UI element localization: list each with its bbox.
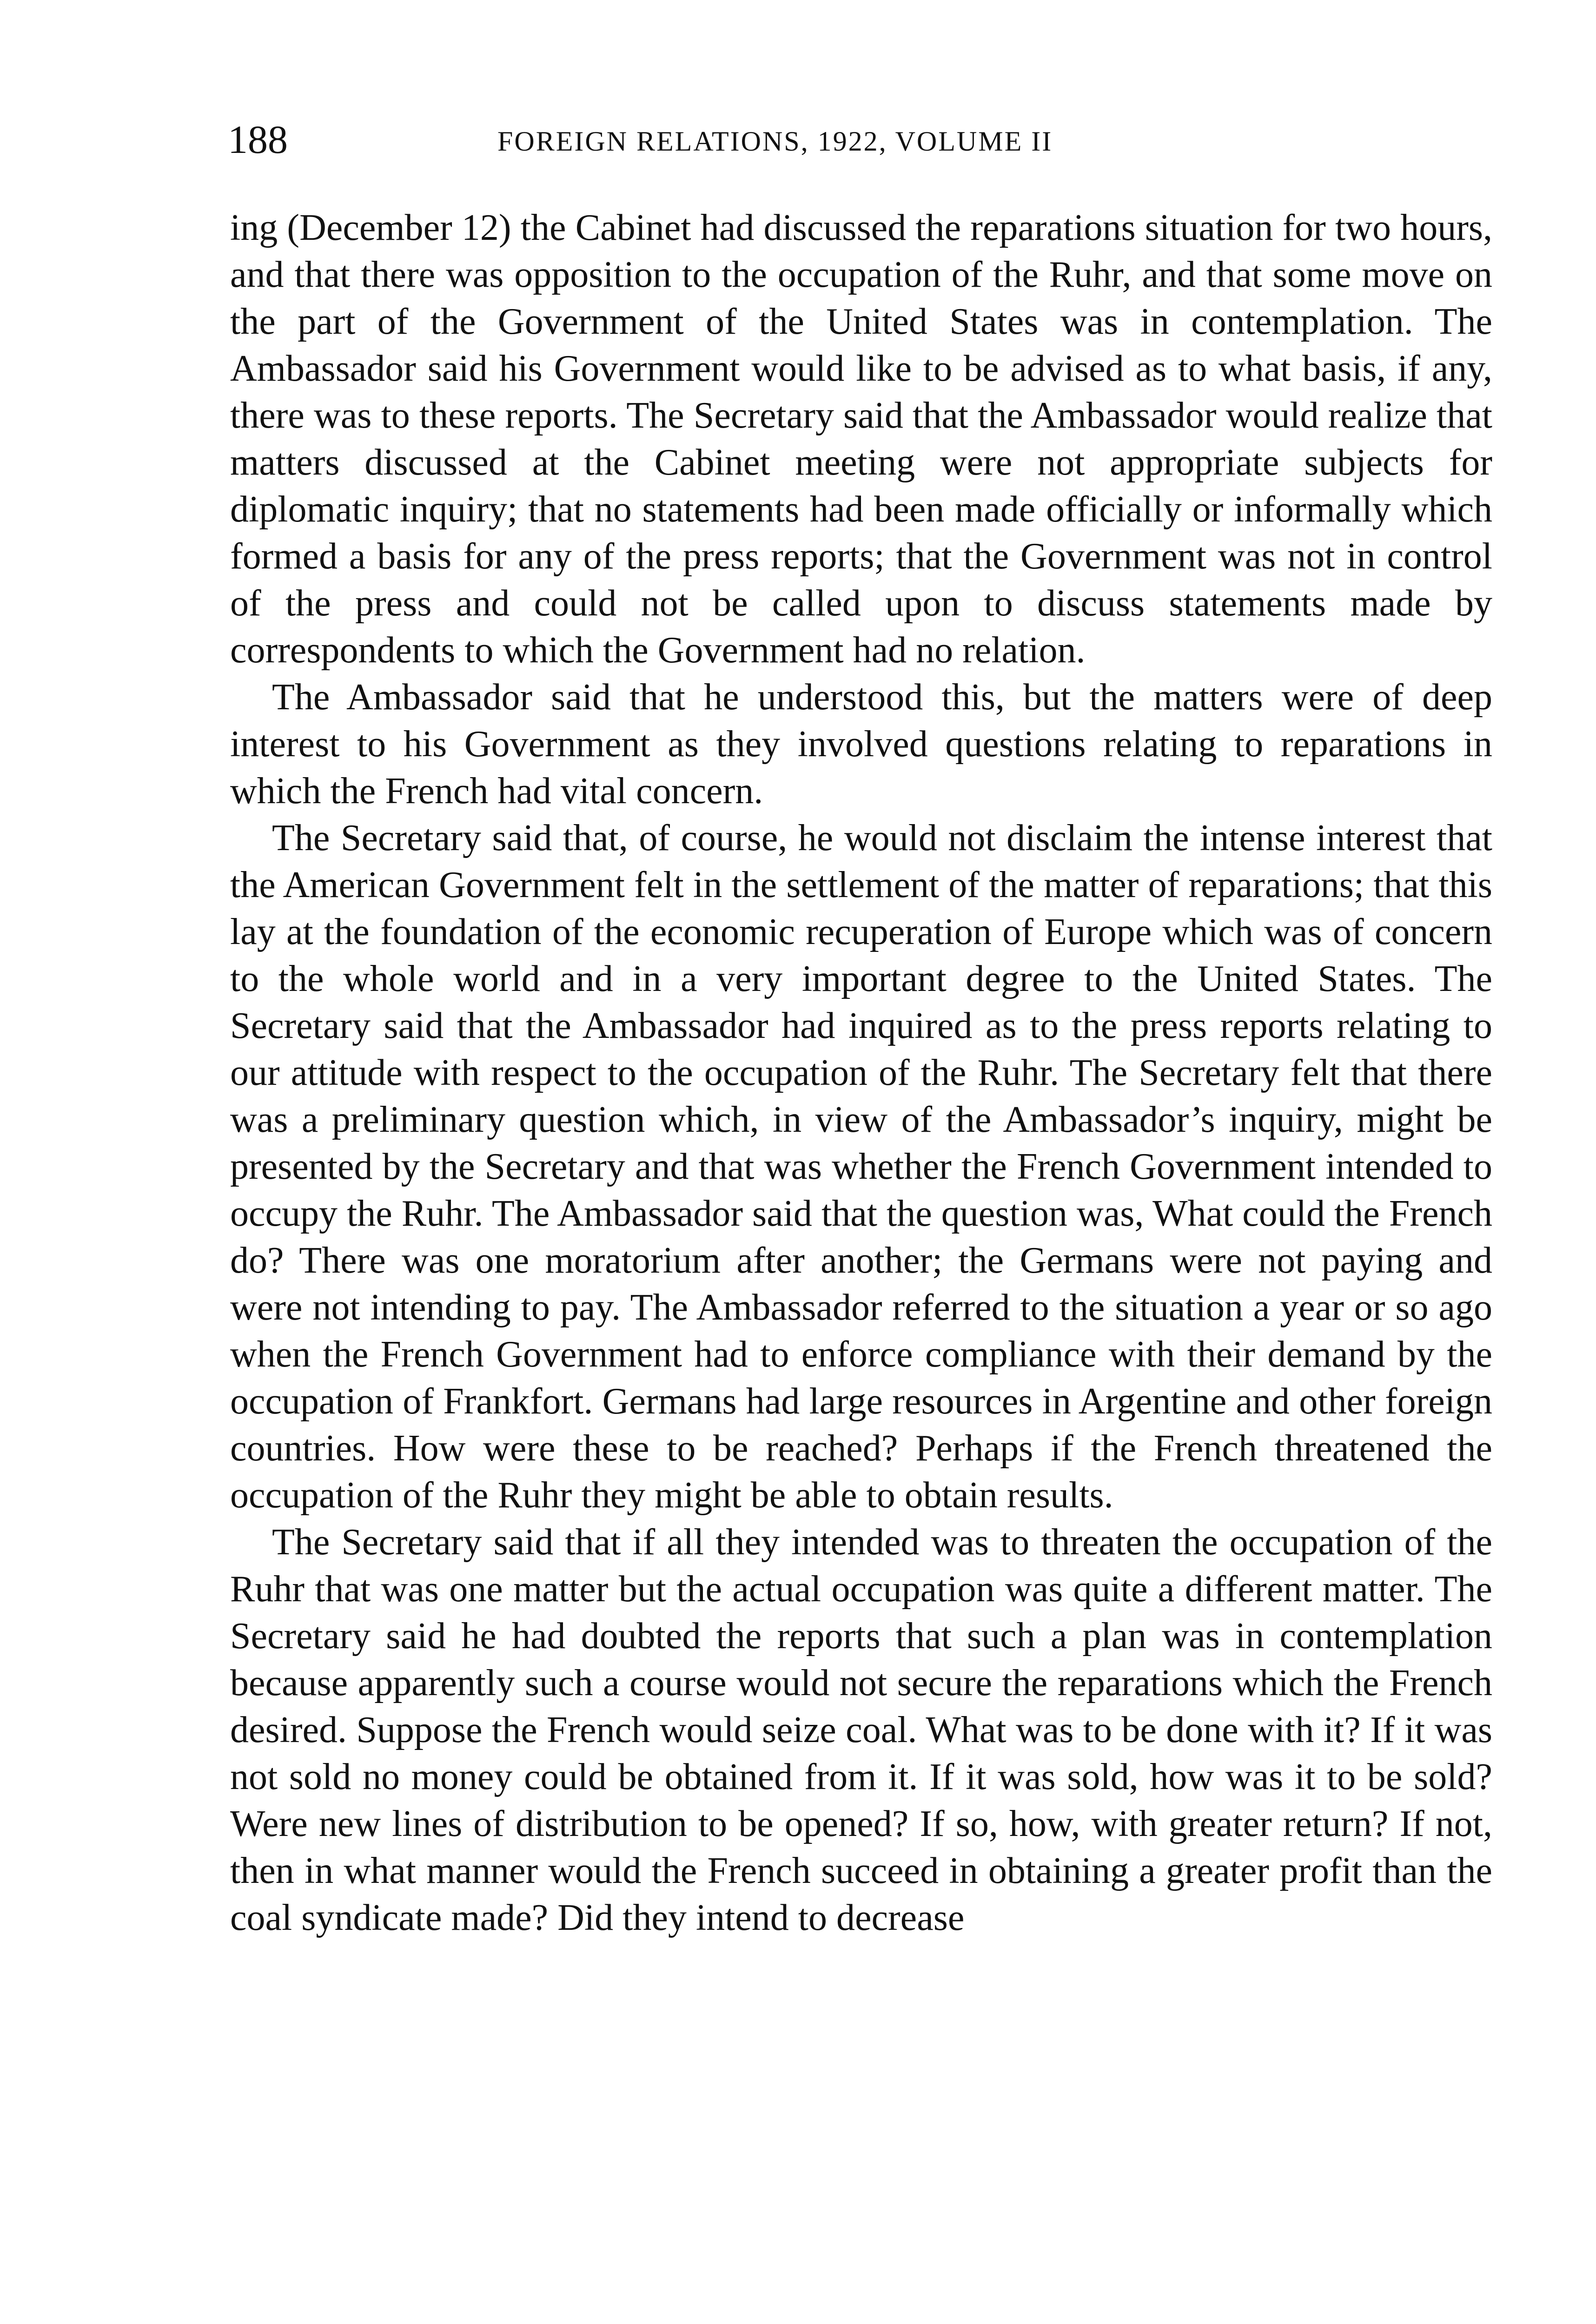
paragraph-1: ing (December 12) the Cabinet had discussed the reparations situation for two hours, and that there was opposition to the occupation of the Ruhr, and that some move on the part of the Government of the United States was in contemplation. The Ambassador said his Government would like to be advised as to what basis, if any, there was to these reports. The Secretary said that the Ambassador would realize that matters discussed at the Cabinet meeting were not appropriate subjects for diplomatic inquiry; that no statements had been made officially or informally which formed a basis for any of the press reports; that the Government was not in control of the press and could not be called upon to discuss statements made by correspondents to which the Government had no relation.	[230, 207, 1492, 671]
paragraph-4: The Secretary said that if all they intended was to threaten the occupation of the Ruhr that was one matter but the actual occupation was quite a different matter. The Secretary said he had doubted the reports that such a plan was in contemplation because apparently such a course would not secure the reparations which the French desired. Suppose the French would seize coal. What was to be done with it? If it was not sold no money could be obtained from it. If it was sold, how was it to be sold? Were new lines of distribution to be opened? If so, how, with greater return? If not, then in what manner would the French succeed in obtaining a greater profit than the coal syndicate made? Did they intend to decrease	[230, 1522, 1492, 1938]
page-number: 188	[228, 117, 288, 162]
paragraph-3: The Secretary said that, of course, he would not disclaim the intense interest that the American Government felt in the settlement of the matter of reparations; that this lay at the foundation of the economic recuperation of Europe which was of concern to the whole world and in a very important degree to the United States. The Secretary said that the Ambassador had inquired as to the press reports relating to our attitude with respect to the occupation of the Ruhr. The Secretary felt that there was a preliminary question which, in view of the Ambassador’s inquiry, might be presented by the Secretary and that was whether the French Government intended to occupy the Ruhr. The Ambassador said that the question was, What could the French do? There was one moratorium after another; the Germans were not paying and were not intending to pay. The Ambassador referred to the situation a year or so ago when the French Government had to enforce compliance with their demand by the occupation of Frankfort. Germans had large resources in Argentine and other foreign countries. How were these to be reached? Perhaps if the French threatened the occupation of the Ruhr they might be able to obtain results.	[230, 818, 1492, 1516]
running-head	[228, 116, 1172, 167]
running-title: FOREIGN RELATIONS, 1922, VOLUME II	[497, 126, 1053, 157]
body-text	[230, 205, 1492, 1941]
paragraph-2: The Ambassador said that he understood this, but the matters were of deep interest to his Government as they involved questions relating to reparations in which the French had vital concern.	[230, 677, 1492, 812]
